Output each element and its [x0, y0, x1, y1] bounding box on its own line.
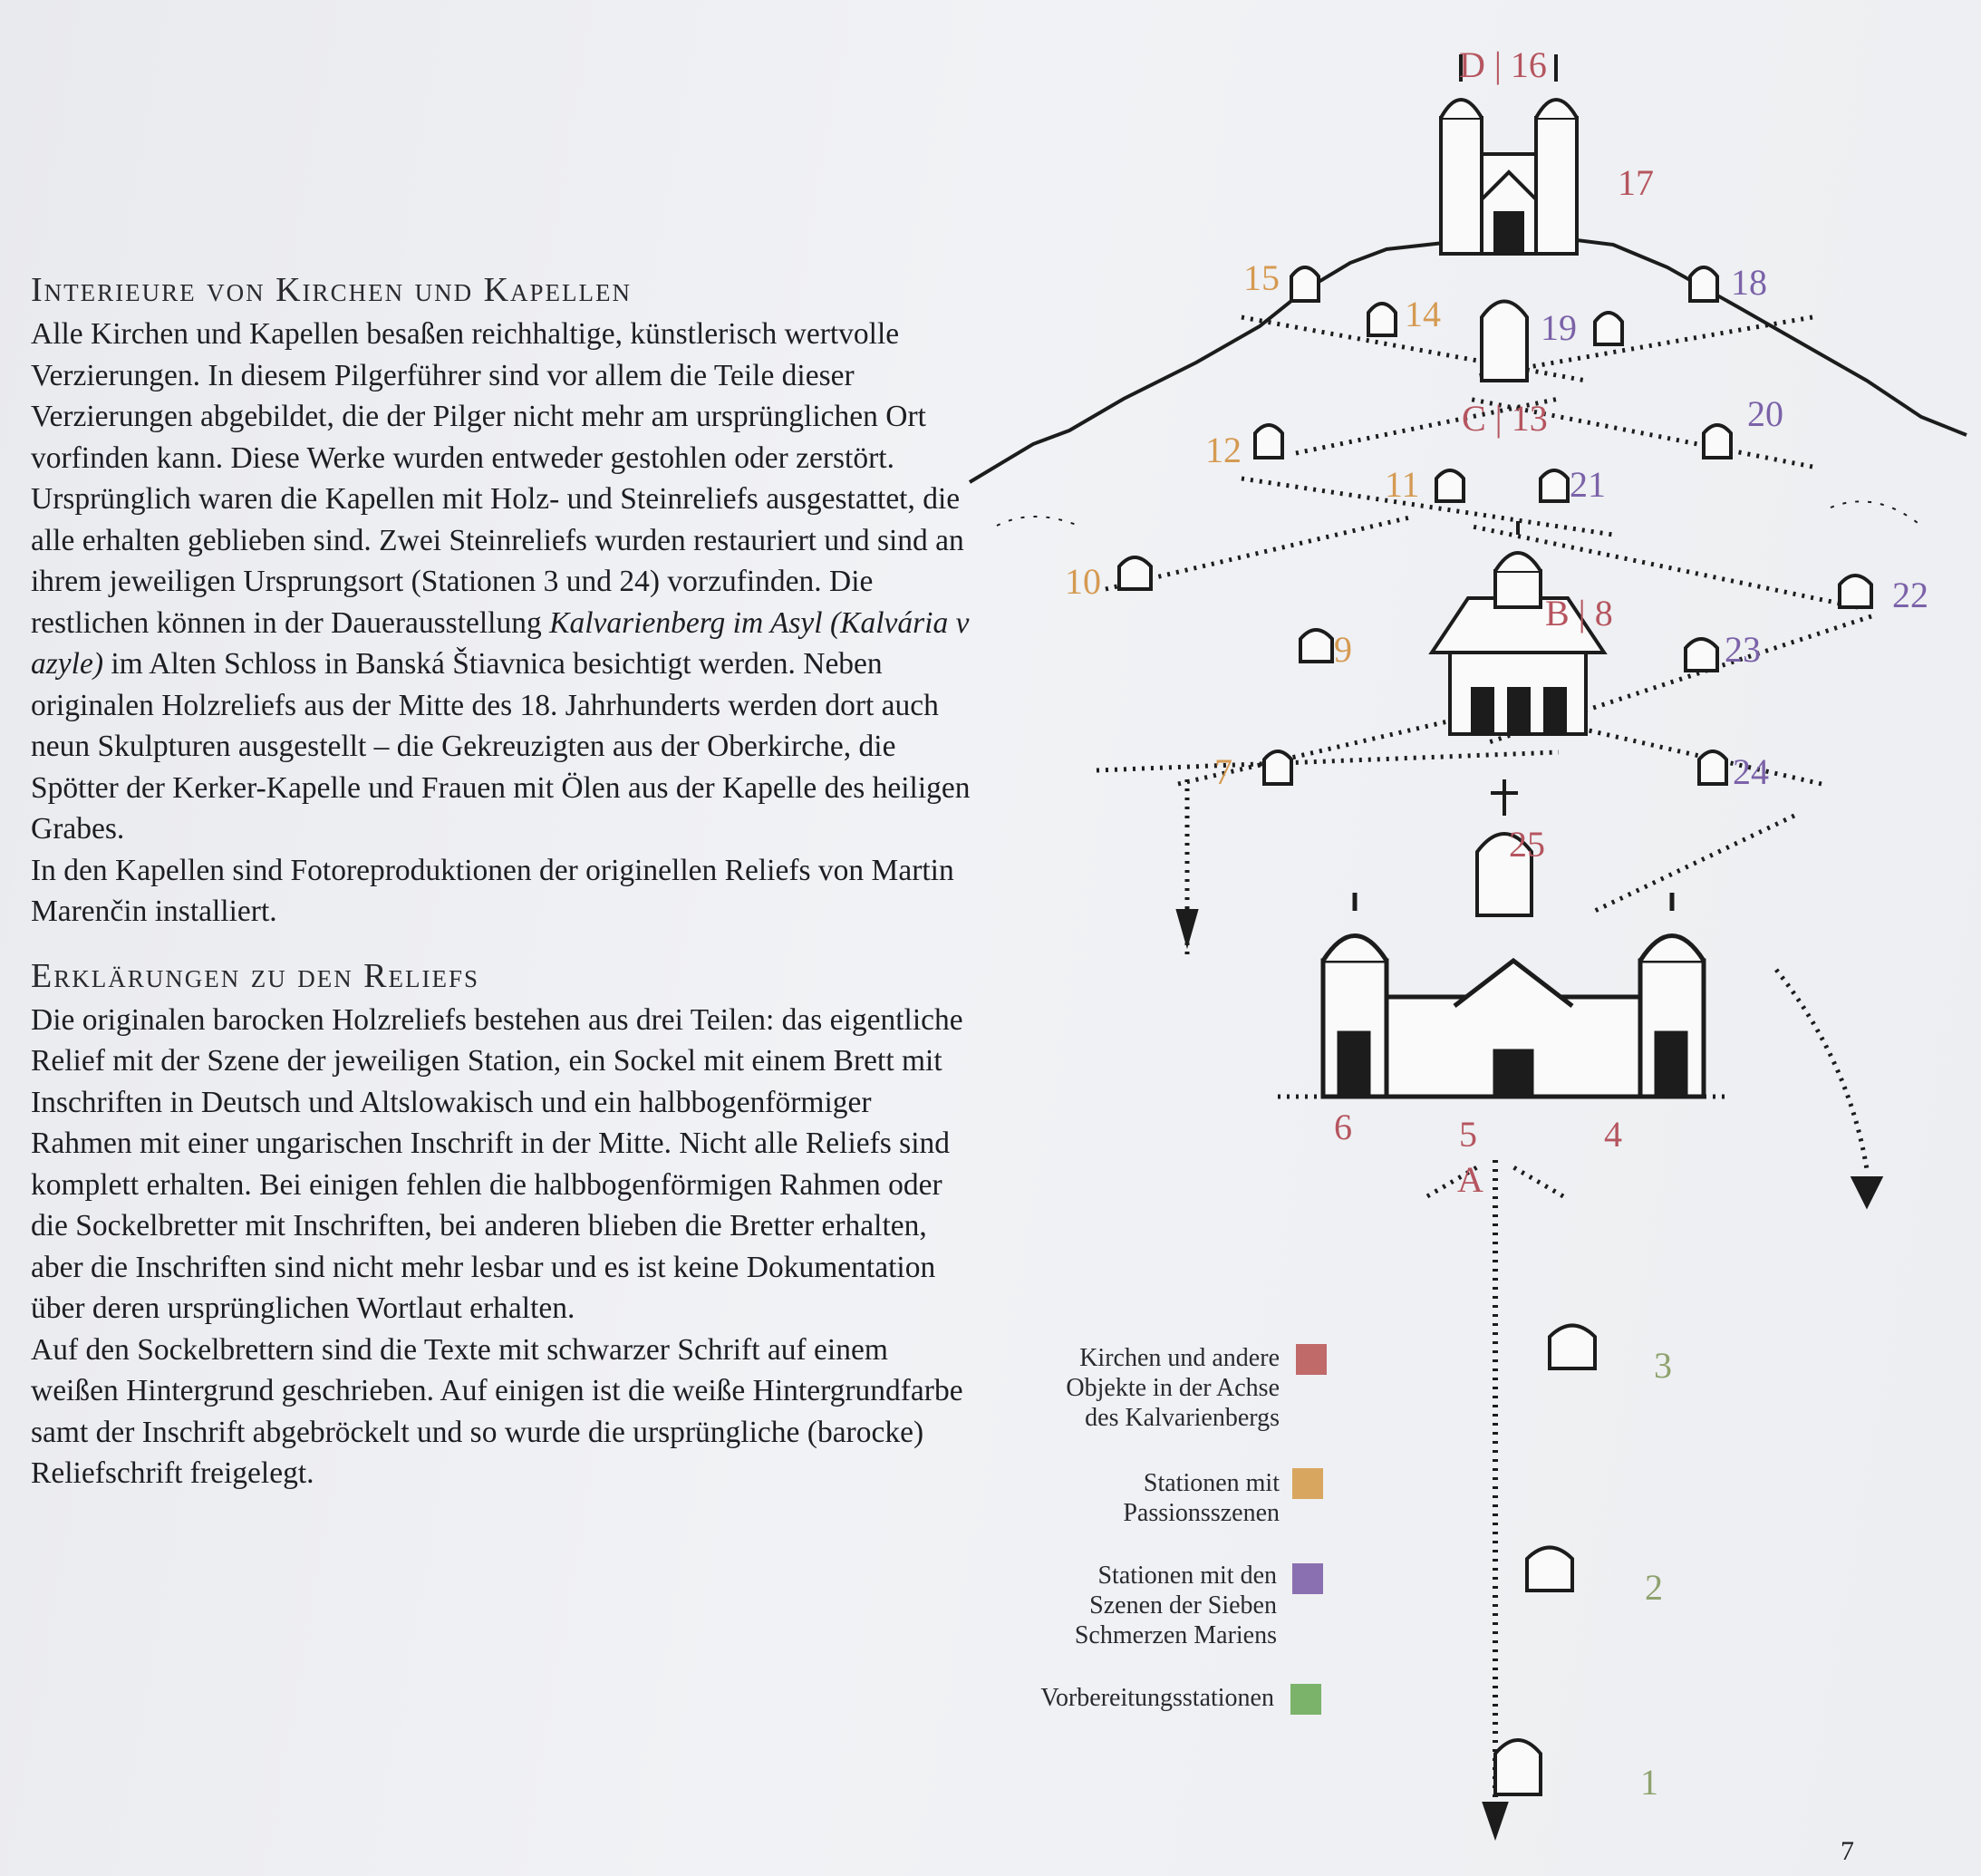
label-1: 1: [1640, 1762, 1658, 1803]
paragraph: Alle Kirchen und Kapellen besaßen reichhaltige, künstlerisch wertvolle Verzierungen. In diesem Pilgerführer sind vor allem die Teile dieser Verzierungen abgebildet, die der Pilger nicht mehr am ursprünglichen Ort vorfinden kann. Diese Werke wurden entweder gestohlen oder zerstört.: [31, 317, 926, 475]
legend-text: Kirchen und andere: [1079, 1344, 1280, 1372]
legend-text: Szenen der Sieben: [1089, 1591, 1277, 1620]
label-D16: D | 16: [1459, 44, 1547, 85]
label-9: 9: [1334, 629, 1352, 670]
label-22: 22: [1892, 575, 1928, 615]
legend-text: Stationen mit: [1143, 1469, 1280, 1497]
legend-swatch-axis: [1296, 1344, 1327, 1375]
legend-item-axis: [1066, 1344, 1327, 1432]
legend-swatch-passion: [1292, 1468, 1323, 1499]
calvary-map-drawing: [961, 18, 1976, 1867]
label-14: 14: [1405, 294, 1441, 334]
label-15: 15: [1243, 257, 1280, 298]
paragraph: In den Kapellen sind Fotoreproduktionen der originellen Reliefs von Martin Marenčin installiert.: [31, 853, 954, 928]
label-5: 5: [1459, 1114, 1477, 1155]
legend-text: des Kalvarienbergs: [1085, 1404, 1280, 1432]
label-2: 2: [1645, 1567, 1663, 1608]
label-B8: B | 8: [1545, 593, 1613, 633]
label-A: A: [1457, 1159, 1483, 1200]
legend-swatch-prep: [1290, 1684, 1321, 1715]
label-7: 7: [1214, 751, 1232, 792]
page-number: 7: [1841, 1836, 1854, 1866]
label-17: 17: [1618, 162, 1654, 203]
label-24: 24: [1733, 751, 1769, 792]
label-6: 6: [1334, 1107, 1352, 1147]
hill-outline: [970, 236, 1967, 526]
text-column: [31, 270, 973, 1494]
label-12: 12: [1205, 430, 1242, 470]
label-19: 19: [1541, 307, 1577, 348]
legend-item-prep: [1040, 1684, 1321, 1715]
label-10: 10: [1065, 561, 1101, 602]
paragraph: Die originalen barocken Holzreliefs bestehen aus drei Teilen: das eigentliche Relief mit der Szene der jeweiligen Station, ein Sockel mit einem Brett mit Inschriften in Deutsch und Altslowakisch und ein halbbogenförmiger Rahmen mit einer ungarischen Inschrift in der Mitte. Nicht alle Reliefs sind komplett erhalten. Bei einigen fehlen die halbbogenförmigen Rahmen oder die Sockelbretter mit Inschriften, bei anderen blieben die Bretter erhalten, aber die Inschriften sind nicht mehr lesbar und es ist keine Dokumentation über deren ursprünglichen Wortlaut erhalten.: [31, 1002, 963, 1325]
legend-text: Schmerzen Mariens: [1074, 1621, 1277, 1649]
legend-text: Vorbereitungsstationen: [1040, 1684, 1274, 1712]
label-3: 3: [1654, 1345, 1672, 1386]
reliefs-body: [31, 1000, 973, 1494]
paragraph: Auf den Sockelbrettern sind die Texte mit schwarzer Schrift auf einem weißen Hintergrund geschrieben. Auf einigen ist die weiße Hintergrundfarbe samt der Inschrift abgebröckelt und so wurde die ursprüngliche (barocke) Reliefschrift freigelegt.: [31, 1332, 963, 1490]
paragraph-text: im Alten Schloss in Banská Štiavnica besichtigt werden. Neben originalen Holzreliefs aus der Mitte des 18. Jahrhunderts werden dort auch neun Skulpturen ausgestellt – die Gekreuzigten aus der Oberkirche, die Spötter der Kerker-Kapelle und Frauen mit Ölen aus der Kapelle des heiligen Grabes.: [31, 647, 971, 846]
label-20: 20: [1747, 393, 1783, 434]
exhibition-title: Kalvarienberg im Asyl (Kalvária v azyle): [31, 605, 970, 681]
paragraph-text: Ursprünglich waren die Kapellen mit Holz- und Steinreliefs ausgestattet, die alle erhalten geblieben sind. Zwei Steinreliefs wurden restauriert und sind an ihrem jeweiligen Ursprungsort (Stationen 3 und 24) vorzufinden. Die restlichen können in der Dauerausstellung: [31, 482, 964, 640]
label-4: 4: [1604, 1114, 1622, 1155]
label-25: 25: [1509, 824, 1545, 865]
label-21: 21: [1570, 464, 1606, 505]
legend-text: Objekte in der Achse: [1066, 1374, 1280, 1402]
legend-text: Stationen mit den: [1097, 1562, 1277, 1590]
section-heading-reliefs: Erklärungen zu den Reliefs: [31, 956, 480, 995]
spacer: [31, 933, 973, 956]
label-18: 18: [1731, 262, 1767, 303]
paragraph: [31, 479, 973, 850]
legend-item-passion: [1123, 1468, 1323, 1527]
label-23: 23: [1725, 629, 1761, 670]
label-C13: C | 13: [1462, 398, 1548, 439]
legend-text: Passionsszenen: [1123, 1499, 1280, 1527]
legend-swatch-sorrows: [1292, 1563, 1323, 1594]
lower-church: [1323, 893, 1704, 1097]
label-11: 11: [1385, 464, 1420, 505]
interiors-body: [31, 314, 973, 933]
section-heading-interiors: Interieure von Kirchen und Kapellen: [31, 271, 632, 309]
legend: [1040, 1344, 1327, 1715]
legend-item-sorrows: [1075, 1562, 1323, 1649]
calvary-map: [961, 18, 1976, 1867]
